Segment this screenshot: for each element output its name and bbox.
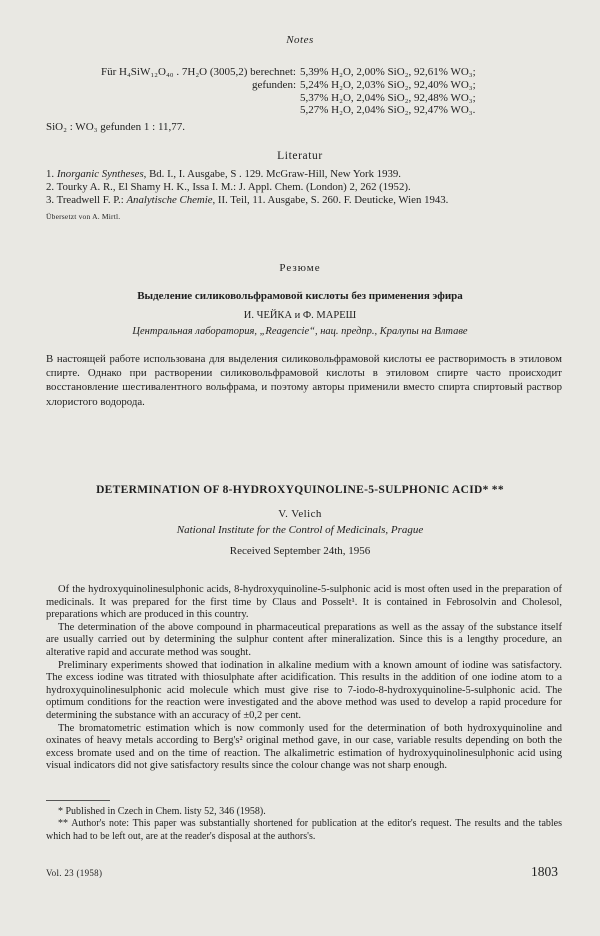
reference-item [46,168,566,181]
analysis-row [46,66,566,79]
footnote: * Published in Czech in Chem. listy 52, 346 (1958). [58,806,266,817]
ratio-line: SiO₂ : WO₃ gefunden 1 : 11,77. [46,121,186,134]
analysis-row [46,79,566,92]
analysis-values: 5,37% H₂O, 2,04% SiO₂, 92,48% WO₃; [300,91,476,104]
resume-text: В настоящей работе использована для выделения силиковольфрамовой кислоты ее растворимость в этиловом спирте. Однако при растворении силиковольфрамовой кислоты в этиловом спирте часто происходит восстановление шестивалентного вольфрама, и поэтому авторы применили вместо спирта спиртовый раствор хлористого водорода. [46,353,562,408]
resume-affiliation: Центральная лаборатория, „Reagencie“, нац. предпр., Кралупы на Влтаве [132,326,468,337]
resume-title: Выделение силиковольфрамовой кислоты без применения эфира [137,290,463,302]
reference-number: 1. [46,168,55,180]
analysis-values: 5,27% H₂O, 2,04% SiO₂, 92,47% WO₃. [300,104,476,117]
footnotes [46,806,562,843]
body-paragraph: The determination of the above compound in pharmaceutical preparations as well as the assay of the substance itself are usually carried out by determining the sulphur content after mineralization. Since this is a lengthy procedure, an alterative rapid and accurate method was sought. [46,621,562,658]
analysis-row [46,104,566,117]
resume-authors: И. ЧЕЙКА и Ф. МАРЕШ [243,310,357,321]
article-body [46,584,562,773]
resume-heading: Резюме [279,262,321,274]
reference-title: Inorganic Syntheses [56,168,144,180]
analysis-label [46,104,300,117]
reference-item [46,194,566,207]
article-title: DETERMINATION OF 8-HYDROXYQUINOLINE-5-SULPHONIC ACID* ** [96,484,504,496]
literature-heading: Literatur [277,150,323,162]
reference-text: , II. Teil, 11. Ausgabe, S. 260. F. Deuticke, Wien 1943. [212,194,449,206]
body-paragraph: Preliminary experiments showed that iodination in alkaline medium with a known amount of iodine was satisfactory. The excess iodine was titrated with thiosulphate after acidification. This results in the addition of one iodine atom to a hydroxyquinolinesulphonic acid molecule which must give rise to 7-iodo-8-hydroxyquinoline-5-sulphonic acid. The optimum conditions for the reaction were investigated and the above method was used to develop a rapid procedure for determining the substance with an accuracy of ±0,2 per cent. [46,659,562,721]
volume-info: Vol. 23 (1958) [46,868,103,878]
analysis-values: 5,24% H₂O, 2,03% SiO₂, 92,40% WO₃; [300,78,476,91]
analysis-label: gefunden: [252,78,296,91]
article-affiliation: National Institute for the Control of Medicinals, Prague [176,524,424,536]
reference-text: Treadwell F. P.: [56,194,127,206]
body-paragraph: Of the hydroxyquinolinesulphonic acids, 8-hydroxyquinoline-5-sulphonic acid is most often used in the preparation of medicinals. It was prepared for the first time by Claus and Posselt¹. It is contained in Febrosolvin and Cholesol, preparations which are produced in this country. [46,584,562,621]
analysis-label: Für H₄SiW₁₂O₄₀ . 7H₂O (3005,2) berechnet: [100,66,296,78]
body-paragraph: The bromatometric estimation which is now commonly used for the determination of both hydroxyquinoline and oxinates of heavy metals according to Berg's² original method gave, in our case, variable results depending on both the excess bromate used and on the time of reaction. The alkalimetric estimation of hydroxyquinolinesulphonic acid using visual indicators did not give satisfactory results since the colour change was not sharp enough. [46,722,562,772]
analysis-row [46,92,566,105]
running-head: Notes [286,34,314,46]
reference-text: , Bd. I., I. Ausgabe, S . 129. McGraw-Hill, New York 1939. [143,168,401,180]
reference-item [46,181,566,194]
reference-text: Tourky A. R., El Shamy H. K., Issa I. M.: J. Appl. Chem. (London) 2, 262 (1952). [56,181,411,193]
analysis-label [46,92,300,105]
footnote: ** Author's note: This paper was substantially shortened for publication at the editor's request. The results and the tables which had to be left out, are at the reader's disposal at the authors's. [46,818,562,842]
reference-list [46,168,566,207]
received-date: Received September 24th, 1956 [229,545,371,557]
reference-title: Analytische Chemie [126,194,213,206]
page-number: 1803 [531,864,558,879]
analysis-results [46,66,566,134]
footnote-divider [46,800,110,801]
reference-number: 2. [46,181,55,193]
translator-credit: Übersetzt von A. Mirtl. [46,212,121,221]
analysis-values: 5,39% H₂O, 2,00% SiO₂, 92,61% WO₃; [300,66,476,78]
article-author: V. Velich [278,508,322,520]
page-footer [46,864,558,880]
reference-number: 3. [46,194,55,206]
